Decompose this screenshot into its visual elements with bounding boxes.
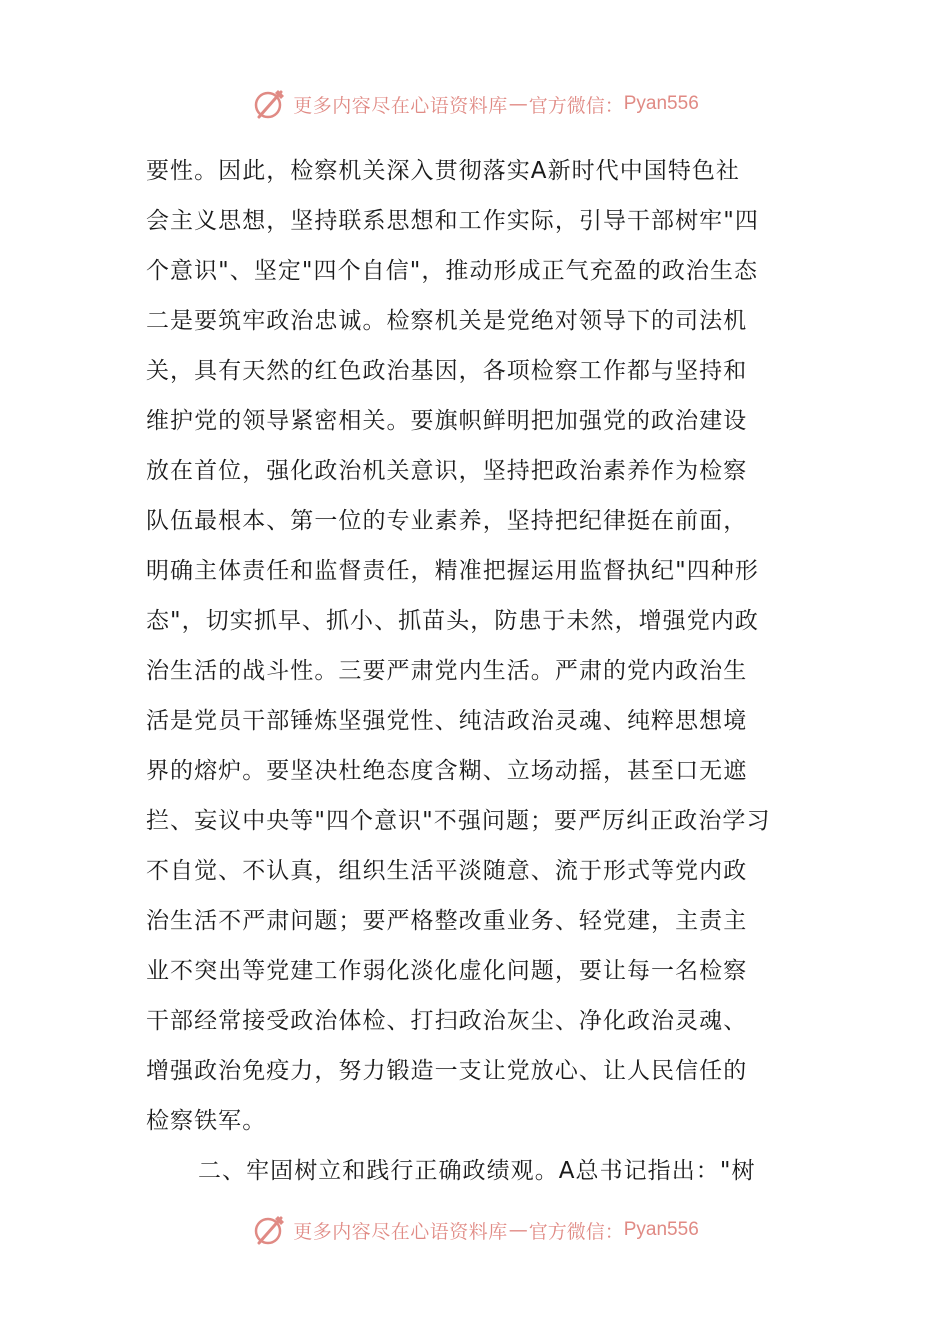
footer-watermark [0,1210,950,1250]
watermark-handle: Pyan556 [623,1219,699,1240]
text-line: 业不突出等党建工作弱化淡化虚化问题，要让每一名检察 [146,958,748,984]
text-line: 维护党的领导紧密相关。要旗帜鲜明把加强党的政治建设 [146,408,748,434]
text-line: 队伍最根本、第一位的专业素养，坚持把纪律挺在前面， [146,508,748,534]
watermark-label: 官方微信： [528,94,624,117]
watermark-site-text: 更多内容尽在心语资料库 [293,1220,508,1243]
text-line: 检察铁军。 [146,1108,267,1134]
watermark-label: 官方微信： [528,1220,624,1243]
pen-logo-icon [251,1212,287,1248]
text-line: 拦、妄议中央等"四个意识"不强问题；要严厉纠正政治学习 [146,808,771,834]
section-heading-line: 二、牢固树立和践行正确政绩观。A总书记指出："树 [198,1158,756,1184]
pen-logo-icon [251,86,287,122]
header-watermark [0,84,950,124]
text-line: 态"，切实抓早、抓小、抓苗头，防患于未然，增强党内政 [146,608,759,634]
text-line: 增强政治免疫力，努力锻造一支让党放心、让人民信任的 [146,1058,748,1084]
text-line: 要性。因此，检察机关深入贯彻落实A新时代中国特色社 [146,158,740,184]
text-line: 治生活的战斗性。三要严肃党内生活。严肃的党内政治生 [146,658,748,684]
text-line: 界的熔炉。要坚决杜绝态度含糊、立场动摇，甚至口无遮 [146,758,748,784]
watermark-handle: Pyan556 [623,93,699,114]
text-line: 明确主体责任和监督责任，精准把握运用监督执纪"四种形 [146,558,759,584]
text-line: 不自觉、不认真，组织生活平淡随意、流于形式等党内政 [146,858,748,884]
text-line: 会主义思想，坚持联系思想和工作实际，引导干部树牢"四 [146,208,759,234]
text-line: 活是党员干部锤炼坚强党性、纯洁政治灵魂、纯粹思想境 [146,708,748,734]
text-line: 放在首位，强化政治机关意识，坚持把政治素养作为检察 [146,458,748,484]
text-line: 二是要筑牢政治忠诚。检察机关是党绝对领导下的司法机 [146,308,748,334]
document-body [146,146,810,1196]
text-line: 关，具有天然的红色政治基因，各项检察工作都与坚持和 [146,358,748,384]
watermark-site-text: 更多内容尽在心语资料库 [293,94,508,117]
watermark-dash: — [508,93,528,115]
text-line: 治生活不严肃问题；要严格整改重业务、轻党建，主责主 [146,908,748,934]
watermark-dash: — [508,1219,528,1241]
text-line: 干部经常接受政治体检、打扫政治灰尘、净化政治灵魂、 [146,1008,748,1034]
text-line: 个意识"、坚定"四个自信"，推动形成正气充盈的政治生态 [146,258,759,284]
